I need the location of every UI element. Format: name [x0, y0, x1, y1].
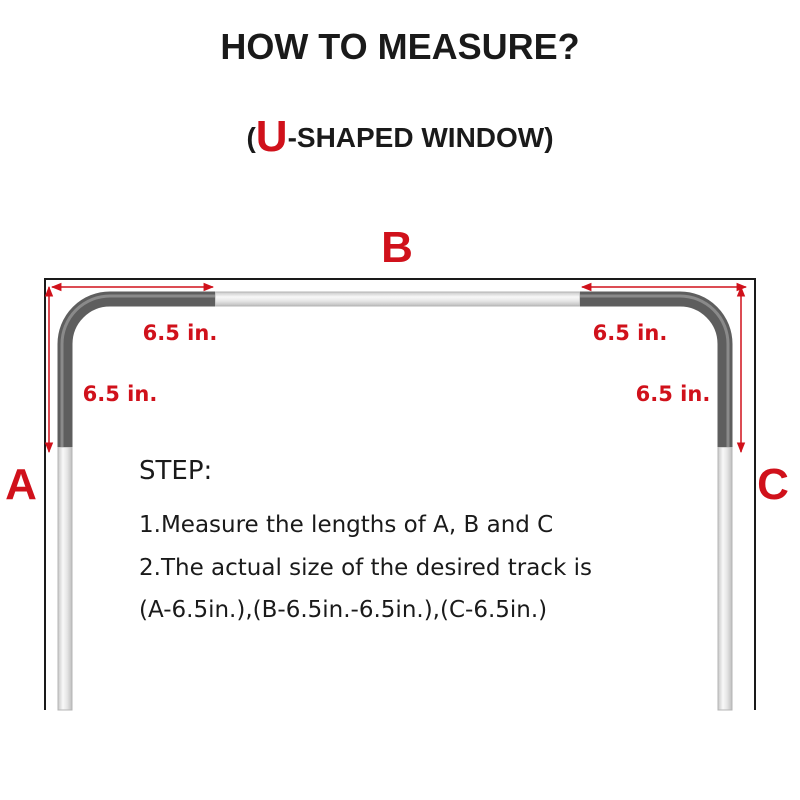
subtitle-u-letter: U	[255, 112, 288, 161]
measure-label-right: 6.5 in.	[635, 382, 711, 406]
measure-label-top-left: 6.5 in.	[142, 321, 218, 345]
measure-label-left: 6.5 in.	[82, 382, 158, 406]
label-b: B	[381, 223, 413, 272]
track-left-segment	[58, 447, 72, 710]
subtitle-open-paren: (	[246, 122, 256, 153]
left-corner-bend-highlight	[62, 296, 215, 447]
track-right-segment	[718, 447, 732, 710]
page-title: HOW TO MEASURE?	[220, 26, 580, 67]
right-corner-bend-highlight	[580, 296, 728, 447]
step-item-1: 1.Measure the lengths of A, B and C	[139, 512, 554, 538]
step-item-3: (A-6.5in.),(B-6.5in.-6.5in.),(C-6.5in.)	[139, 597, 548, 623]
track-top-segment	[215, 292, 580, 306]
measure-label-top-right: 6.5 in.	[592, 321, 668, 345]
label-c: C	[757, 460, 789, 509]
step-heading: STEP:	[139, 456, 213, 486]
label-a: A	[5, 460, 37, 509]
step-item-2: 2.The actual size of the desired track is	[139, 555, 592, 581]
subtitle-rest: -SHAPED WINDOW)	[287, 122, 554, 153]
